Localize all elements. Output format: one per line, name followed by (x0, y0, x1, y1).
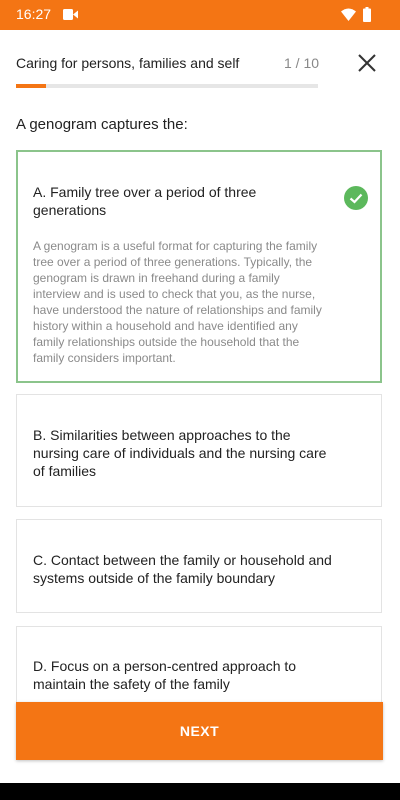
question-counter: 1 / 10 (284, 55, 320, 71)
question-text: A genogram captures the: (16, 116, 188, 133)
answer-option-label: C. Contact between the family or household and systems outside of the family boundary (33, 552, 332, 586)
answer-option-label: B. Similarities between approaches to the nursing care of individuals and the nursing care of families (33, 427, 327, 479)
progress-bar (16, 84, 318, 88)
answer-option-c[interactable] (16, 519, 382, 613)
next-button[interactable]: NEXT (16, 702, 383, 760)
quiz-title: Caring for persons, families and self (16, 55, 240, 71)
camera-icon (63, 9, 78, 20)
status-time: 16:27 (16, 6, 52, 22)
answer-option-label: D. Focus on a person-centred approach to maintain the safety of the family (33, 658, 297, 692)
battery-icon (363, 7, 371, 22)
answer-option-b[interactable] (16, 394, 382, 507)
answer-option-label: A. Family tree over a period of three generations (33, 184, 257, 218)
status-bar (0, 0, 400, 30)
close-icon[interactable] (352, 48, 382, 78)
wifi-icon (341, 8, 356, 21)
answer-option-a[interactable] (16, 150, 382, 383)
check-circle-icon (344, 186, 368, 210)
navigation-bar (0, 783, 400, 800)
answer-explanation: A genogram is a useful format for capturing the family tree over a period of three generations. Typically, the genogram is drawn in freehand during a family interview and is used to check that you, as the nurse, have understood the nature of relationships and family history within a household and have identified any family relationships outside the household that the family considers important. (33, 239, 322, 365)
progress-bar-fill (16, 84, 46, 88)
